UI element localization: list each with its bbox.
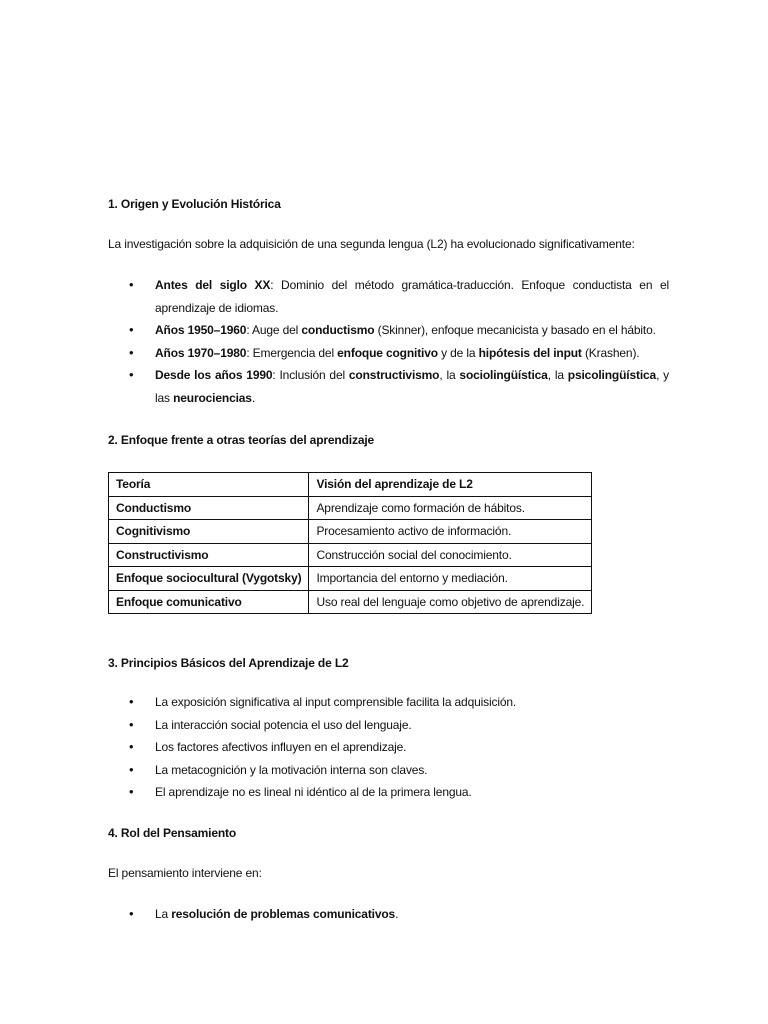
list-item-term: Años 1950–1960 (155, 323, 247, 337)
list-item (129, 319, 669, 342)
table-cell: Conductismo (109, 496, 309, 520)
table-row (109, 520, 592, 544)
table-cell: Procesamiento activo de información. (309, 520, 592, 544)
table-header: Visión del aprendizaje de L2 (309, 473, 592, 497)
list-item-text: (Skinner), enfoque mecanicista y basado en el hábito. (374, 323, 656, 337)
table-cell: Enfoque comunicativo (109, 590, 309, 614)
list-item-text: : Emergencia del (246, 345, 338, 360)
table-row (109, 567, 592, 591)
list-item-term: neurociencias (173, 390, 252, 405)
table-cell: Aprendizaje como formación de hábitos. (309, 496, 592, 520)
list-item: • La interacción social potencia el uso del lenguaje. (129, 714, 669, 737)
list-item-text: La (155, 907, 172, 921)
table-row (109, 496, 592, 520)
section-4-heading: 4. Rol del Pensamiento (108, 826, 237, 840)
list-item-text: , la (547, 368, 568, 382)
table-row (109, 543, 592, 567)
table-header-row (109, 473, 592, 497)
table-row (109, 590, 592, 614)
list-item-term: sociolingüística (459, 368, 548, 382)
list-item: • El aprendizaje no es lineal ni idéntico al de la primera lengua. (129, 781, 669, 804)
list-item-text: , la (439, 368, 460, 382)
list-item (129, 274, 669, 319)
section-1-list (129, 274, 669, 409)
table-cell: Construcción social del conocimiento. (309, 543, 592, 567)
list-item-term: hipótesis del input (478, 345, 582, 360)
list-item-term: constructivismo (348, 368, 440, 382)
list-item-text: . (251, 390, 256, 405)
table-header: Teoría (109, 473, 309, 497)
list-item: • Los factores afectivos influyen en el aprendizaje. (129, 736, 669, 759)
list-item-term: conductismo (301, 323, 375, 337)
list-item: • La exposición significativa al input comprensible facilita la adquisición. (129, 691, 669, 714)
list-item-term: enfoque cognitivo (337, 345, 438, 360)
table-cell: Constructivismo (109, 543, 309, 567)
list-item-term: Años 1970–1980 (155, 345, 247, 360)
list-item (129, 903, 669, 926)
list-item-text: . (395, 907, 399, 921)
table-cell: Importancia del entorno y mediación. (309, 567, 592, 591)
table-cell: Uso real del lenguaje como objetivo de aprendizaje. (309, 590, 592, 614)
list-item-text: : Auge del (246, 323, 302, 337)
section-4-intro: El pensamiento interviene en: (108, 866, 262, 880)
section-2-heading: 2. Enfoque frente a otras teorías del aprendizaje (108, 433, 375, 447)
table-cell: Enfoque sociocultural (Vygotsky) (109, 567, 309, 591)
list-item-text: : Inclusión del (272, 368, 349, 382)
list-item (129, 364, 669, 409)
theories-table (108, 472, 592, 614)
section-1-heading: 1. Origen y Evolución Histórica (108, 197, 281, 211)
section-1-intro: La investigación sobre la adquisición de una segunda lengua (L2) ha evolucionado significativamente: (108, 237, 635, 251)
list-item: • La metacognición y la motivación interna son claves. (129, 759, 669, 782)
section-3-list (129, 691, 669, 804)
list-item-term: Desde los años 1990 (155, 368, 273, 382)
list-item-text: , y las (155, 368, 670, 405)
section-3-heading: 3. Principios Básicos del Aprendizaje de L2 (108, 656, 349, 670)
list-item (129, 342, 669, 365)
list-item-text: y de la (437, 345, 479, 360)
list-item-term: resolución de problemas comunicativos (171, 907, 396, 921)
list-item-term: psicolingüística (567, 368, 657, 382)
section-4-list (129, 903, 669, 926)
list-item-text: (Krashen). (581, 345, 640, 360)
list-item-term: Antes del siglo XX (155, 278, 271, 292)
list-item-text: : Dominio del método gramática-traducción. Enfoque conductista en el aprendizaje de idiomas. (155, 278, 669, 315)
table-cell: Cognitivismo (109, 520, 309, 544)
